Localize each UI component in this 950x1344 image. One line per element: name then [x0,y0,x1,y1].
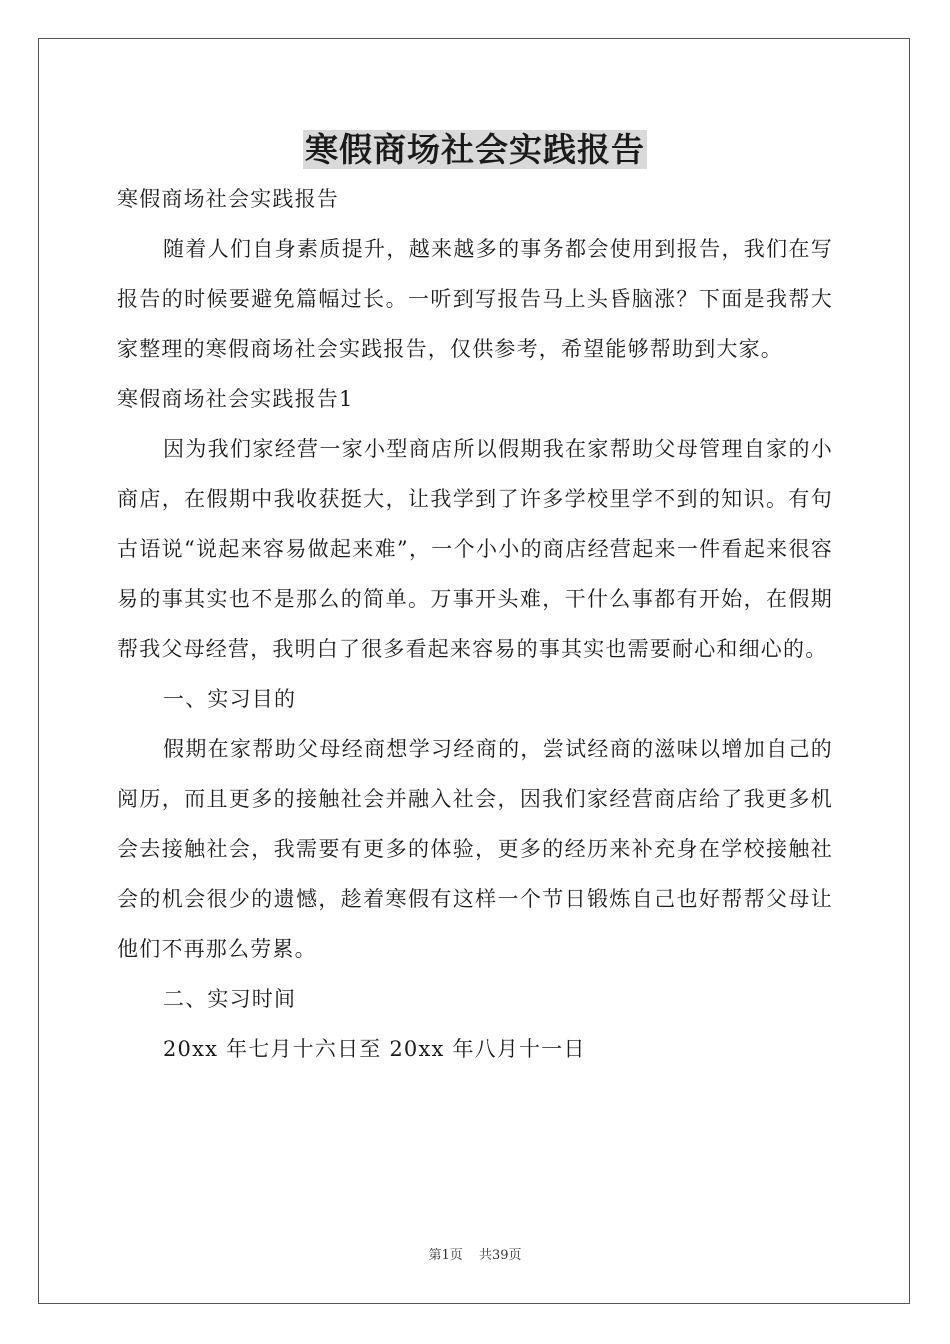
page-total: 共39页 [478,1248,522,1263]
heading-purpose: 一、实习目的 [163,687,297,711]
page-footer [0,1248,950,1264]
document-body [117,174,833,1074]
section-heading-1: 寒假商场社会实践报告1 [117,387,354,411]
intro-paragraph: 随着人们自身素质提升，越来越多的事务都会使用到报告，我们在写报告的时候要避免篇幅过长。一听到写报告马上头昏脑涨？下面是我帮大家整理的寒假商场社会实践报告，仅供参考，希望能够帮助到大家。 [117,237,833,361]
time-value: 20xx 年七月十六日至 20xx 年八月十一日 [163,1037,586,1061]
purpose-paragraph: 假期在家帮助父母经商想学习经商的，尝试经商的滋味以增加自己的阅历，而且更多的接触社会并融入社会，因我们家经营商店给了我更多机会去接触社会，我需要有更多的体验，更多的经历来补充身在学校接触社会的机会很少的遗憾，趁着寒假有这样一个节日锻炼自己也好帮帮父母让他们不再那么劳累。 [117,737,833,961]
document-subtitle: 寒假商场社会实践报告 [117,187,339,211]
document-title [0,126,950,174]
document-title-text: 寒假商场社会实践报告 [305,130,645,169]
page-number: 第1页 [428,1248,463,1263]
section1-paragraph: 因为我们家经营一家小型商店所以假期我在家帮助父母管理自家的小商店，在假期中我收获挺大，让我学到了许多学校里学不到的知识。有句古语说“说起来容易做起来难”，一个小小的商店经营起来一件看起来很容易的事其实也不是那么的简单。万事开头难，干什么事都有开始，在假期帮我父母经营，我明白了很多看起来容易的事其实也需要耐心和细心的。 [117,437,833,661]
heading-time: 二、实习时间 [163,987,297,1011]
